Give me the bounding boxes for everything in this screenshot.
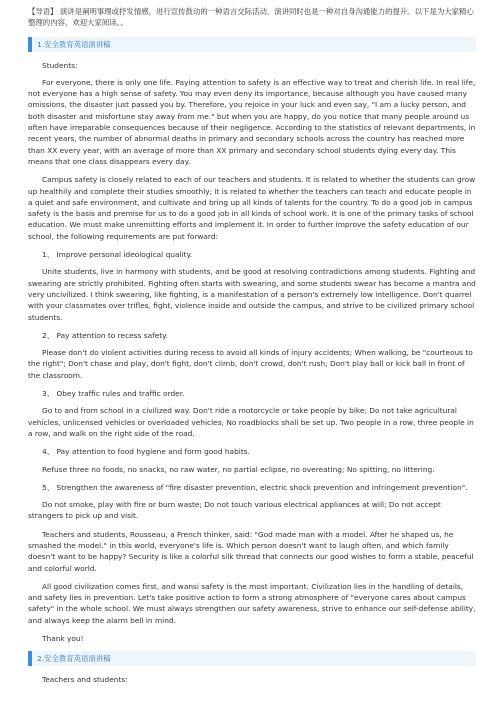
point-heading: 1、 Improve personal ideological quality.	[42, 250, 193, 260]
greeting: Teachers and students:	[42, 675, 128, 685]
intro-text: 【导语】 演讲是阐明事理或抒发情感，进行宣传鼓动的一种语言交际活动。演讲同时也是一种对自身沟通能力的提升。以下是为大家精心整理的内容，欢迎大家阅读。。	[28, 7, 474, 28]
paragraph: Please don't do violent activities during recess to avoid all kinds of injury accidents; When walking, be "courteous to the right"; Don't chase and play, don't fight, don't climb, don't crowd, don't rush; Don't play ball or kick ball in front of the classroom.	[28, 348, 473, 380]
paragraph: All good civilization comes first, and wansi safety is the most important. Civilization lies in the handling of details, and safety lies in prevention. Let's take positive action to form a strong atmosphere of "everyone cares about campus safety" in the whole school. We must always strengthen our safety awareness, strive to enhance our self-defense ability, and always keep the alarm bell in mind.	[28, 581, 476, 625]
paragraph: Unite students, live in harmony with students, and be good at resolving contradictions among students. Fighting and swearing are strictly prohibited. Fighting often starts with swearing, and some students swear has become a mantra and very uncivilized. I think swearing, like fighting, is a manifestation of a person's extremely low intelligence. Don't quarrel with your classmates over trifles, fight, violence inside and outside the campus, and strive to be civilized primary school students.	[28, 267, 476, 322]
paragraph: Campus safety is closely related to each of our teachers and students. It is related to whether the students can grow up healthily and complete their studies smoothly; it is related to whether the teachers can teach and educate people in a quiet and safe environment, and cultivate and bring up all kinds of talents for the country. To do a good job in campus safety is the basis and premise for us to do a good job in all kinds of school work. It is one of the primary tasks of school education. We must make unremitting efforts and implement it. In order to further improve the safety education of our school, the following requirements are put forward:	[28, 175, 476, 241]
closing: Thank you!	[42, 634, 84, 644]
paragraph: For everyone, there is only one life. Paying attention to safety is an effective way to treat and cherish life. In real life, not everyone has a high sense of safety. You may even deny its importance, because although you have caused many omissions, the disaster just passed you by. Therefore, you rejoice in your luck and even say, "I am a lucky person, and both disaster and misfortune stay away from me." but when you are happy, do you notice that many people around us often have irreparable consequences because of their negligence. According to the statistics of relevant departments, in recent years, the number of abnormal deaths in primary and secondary schools across the country has reached more than XX every year, with an average of more than XX primary and secondary school students dying every day. This means that one class disappears every day.	[28, 77, 476, 166]
paragraph: Refuse three no foods, no snacks, no raw water, no partial eclipse, no overeating; No spitting, no littering.	[42, 464, 435, 474]
point-heading: 2、 Pay attention to recess safety.	[42, 330, 168, 340]
point-heading: 3、 Obey traffic rules and traffic order.	[42, 389, 185, 399]
paragraph: Teachers and students, Rousseau, a French thinker, said: "God made man with a model. After he shaped us, he smashed the model." in this world, everyone's life is. Which person doesn't want to laugh often, and which family doesn't want to be happy? Security is like a colorful silk thread that connects our good wishes to form a stable, peaceful and colorful world.	[28, 529, 474, 573]
paragraph: Do not smoke, play with fire or burn waste; Do not touch various electrical appliances at will; Do not accept strangers to pick up and visit.	[28, 500, 441, 521]
greeting: Students:	[42, 60, 78, 70]
point-heading: 5、 Strengthen the awareness of "fire disaster prevention, electric shock prevention and infringement prevention".	[42, 482, 468, 492]
paragraph: Go to and from school in a civilized way. Don't ride a motorcycle or take people by bike; Do not take agricultural vehicles, unlicensed vehicles or overloaded vehicles; No roadblocks shall be set up. Two people in a row, three people in a row, and walk on the right side of the road.	[28, 406, 474, 438]
section-2-title: 2.安全教育英语演讲稿	[28, 651, 476, 666]
point-heading: 4、 Pay attention to food hygiene and form good habits.	[42, 447, 250, 457]
section-1-title: 1.安全教育英语演讲稿	[28, 37, 476, 52]
